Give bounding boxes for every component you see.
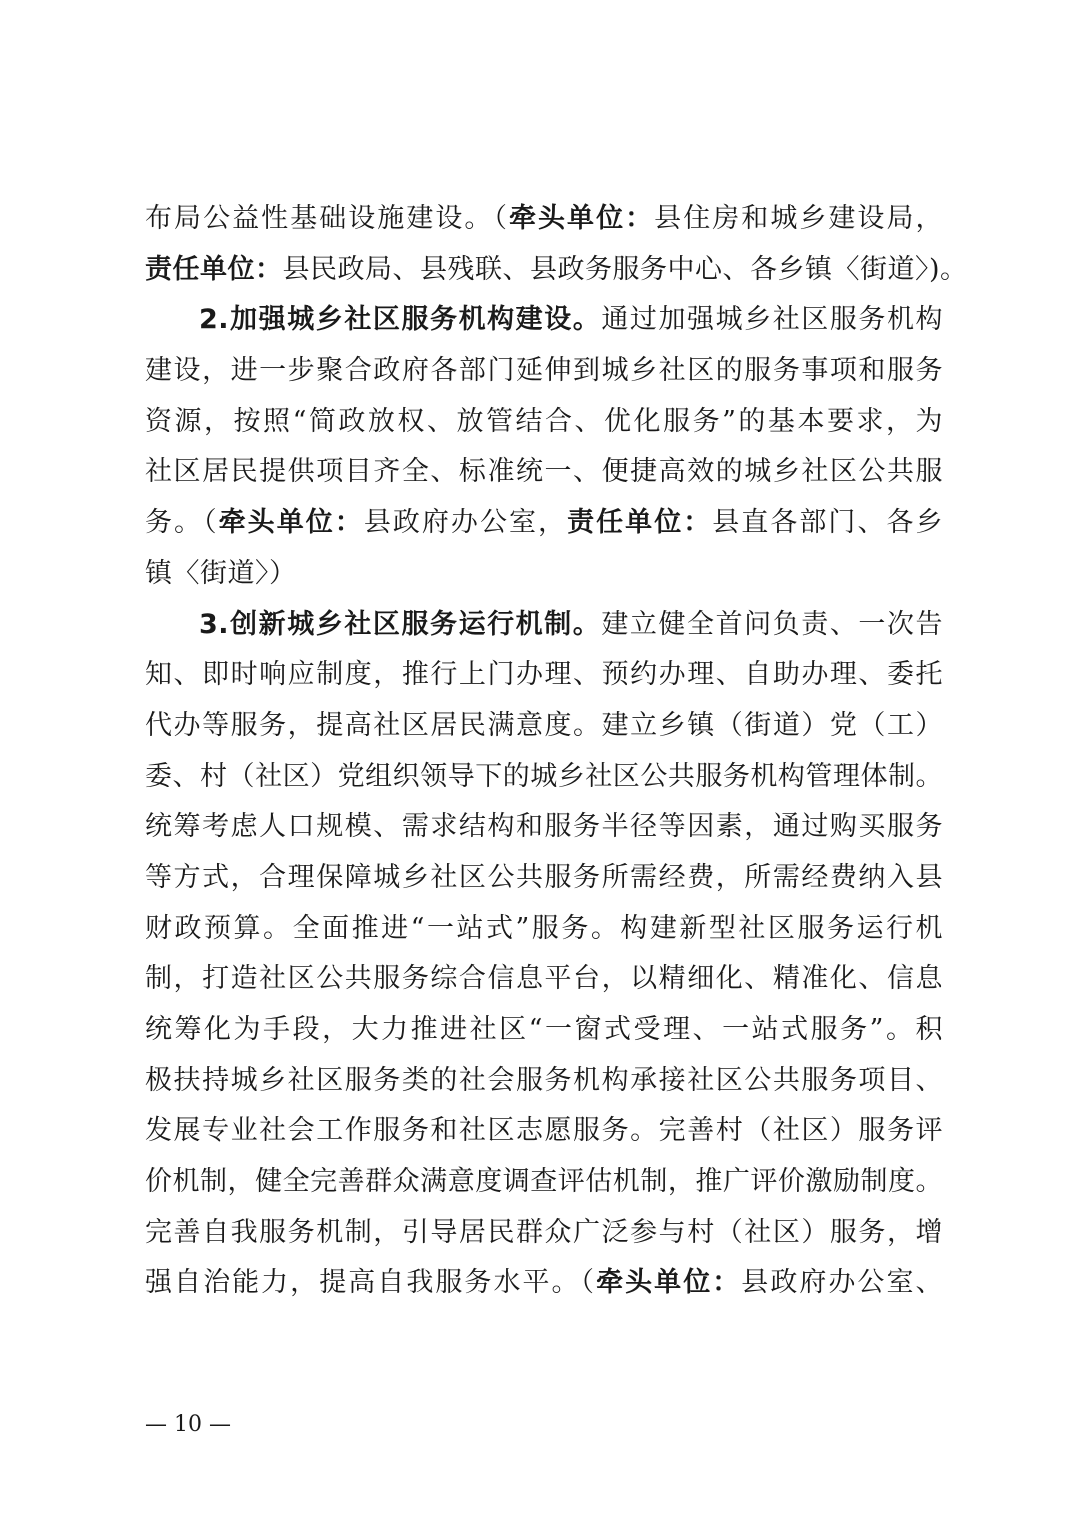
text-line: 发展专业社会工作服务和社区志愿服务。完善村（社区）服务评 xyxy=(145,1115,943,1147)
lead-unit-label: 牵头单位： xyxy=(508,203,655,234)
text-line: 社区居民提供项目齐全、标准统一、便捷高效的城乡社区公共服 xyxy=(145,456,943,488)
text-line xyxy=(145,245,968,296)
text-line xyxy=(145,498,943,549)
text-line: 价机制，健全完善群众满意度调查评估机制，推广评价激励制度。 xyxy=(145,1166,943,1198)
document-body xyxy=(145,194,968,1309)
text-segment: 县政府办公室， xyxy=(363,507,568,539)
text-line: 完善自我服务机制，引导居民群众广泛参与村（社区）服务，增 xyxy=(145,1216,943,1248)
text-line: 镇〈街道〉） xyxy=(145,557,297,589)
text-line: 代办等服务，提高社区居民满意度。建立乡镇（街道）党（工） xyxy=(145,709,943,741)
lead-unit-label: 牵头单位： xyxy=(596,1267,742,1299)
text-segment: 布局公益性基础设施建设。（ xyxy=(145,203,509,234)
text-line xyxy=(145,1258,943,1309)
text-segment: 建立健全首问负责、一次告 xyxy=(601,608,943,640)
text-segment: 县住房和城乡建设局， xyxy=(654,203,944,234)
text-line: 统筹考虑人口规模、需求结构和服务半径等因素，通过购买服务 xyxy=(145,811,943,843)
text-line: 知、即时响应制度，推行上门办理、预约办理、自助办理、委托 xyxy=(145,659,943,691)
section-3-heading: 3.创新城乡社区服务运行机制。 xyxy=(199,608,602,640)
text-line: 财政预算。全面推进“一站式”服务。构建新型社区服务运行机 xyxy=(145,912,943,944)
page-number: — 10 — xyxy=(145,1412,231,1437)
responsible-unit-label: 责任单位： xyxy=(567,507,713,539)
text-line: 资源，按照“简政放权、放管结合、优化服务”的基本要求，为 xyxy=(145,405,943,437)
text-segment: 通过加强城乡社区服务机构 xyxy=(601,304,943,336)
text-line: 等方式，合理保障城乡社区公共服务所需经费，所需经费纳入县 xyxy=(145,861,943,893)
text-line: 建设，进一步聚合政府各部门延伸到城乡社区的服务事项和服务 xyxy=(145,355,943,387)
text-line xyxy=(145,194,943,245)
text-segment: 县直各部门、各乡 xyxy=(712,507,944,539)
text-line: 统筹化为手段，大力推进社区“一窗式受理、一站式服务”。积 xyxy=(145,1014,943,1045)
text-segment: 强自治能力，提高自我服务水平。（ xyxy=(145,1267,597,1299)
lead-unit-label: 牵头单位： xyxy=(218,507,364,539)
section-3-first-line xyxy=(145,600,943,651)
responsible-unit-label: 责任单位： xyxy=(145,253,283,285)
text-segment: 县民政局、县残联、县政务服务中心、各乡镇〈街道〉)。 xyxy=(282,253,968,285)
section-2-heading: 2.加强城乡社区服务机构建设。 xyxy=(199,304,602,336)
section-2-first-line xyxy=(145,295,943,346)
text-segment: 务。（ xyxy=(145,507,219,539)
text-line: 委、村（社区）党组织领导下的城乡社区公共服务机构管理体制。 xyxy=(145,760,943,792)
text-segment: 县政府办公室、 xyxy=(741,1267,944,1299)
text-line: 极扶持城乡社区服务类的社会服务机构承接社区公共服务项目、 xyxy=(145,1064,943,1096)
text-line: 制，打造社区公共服务综合信息平台，以精细化、精准化、信息 xyxy=(145,963,943,995)
